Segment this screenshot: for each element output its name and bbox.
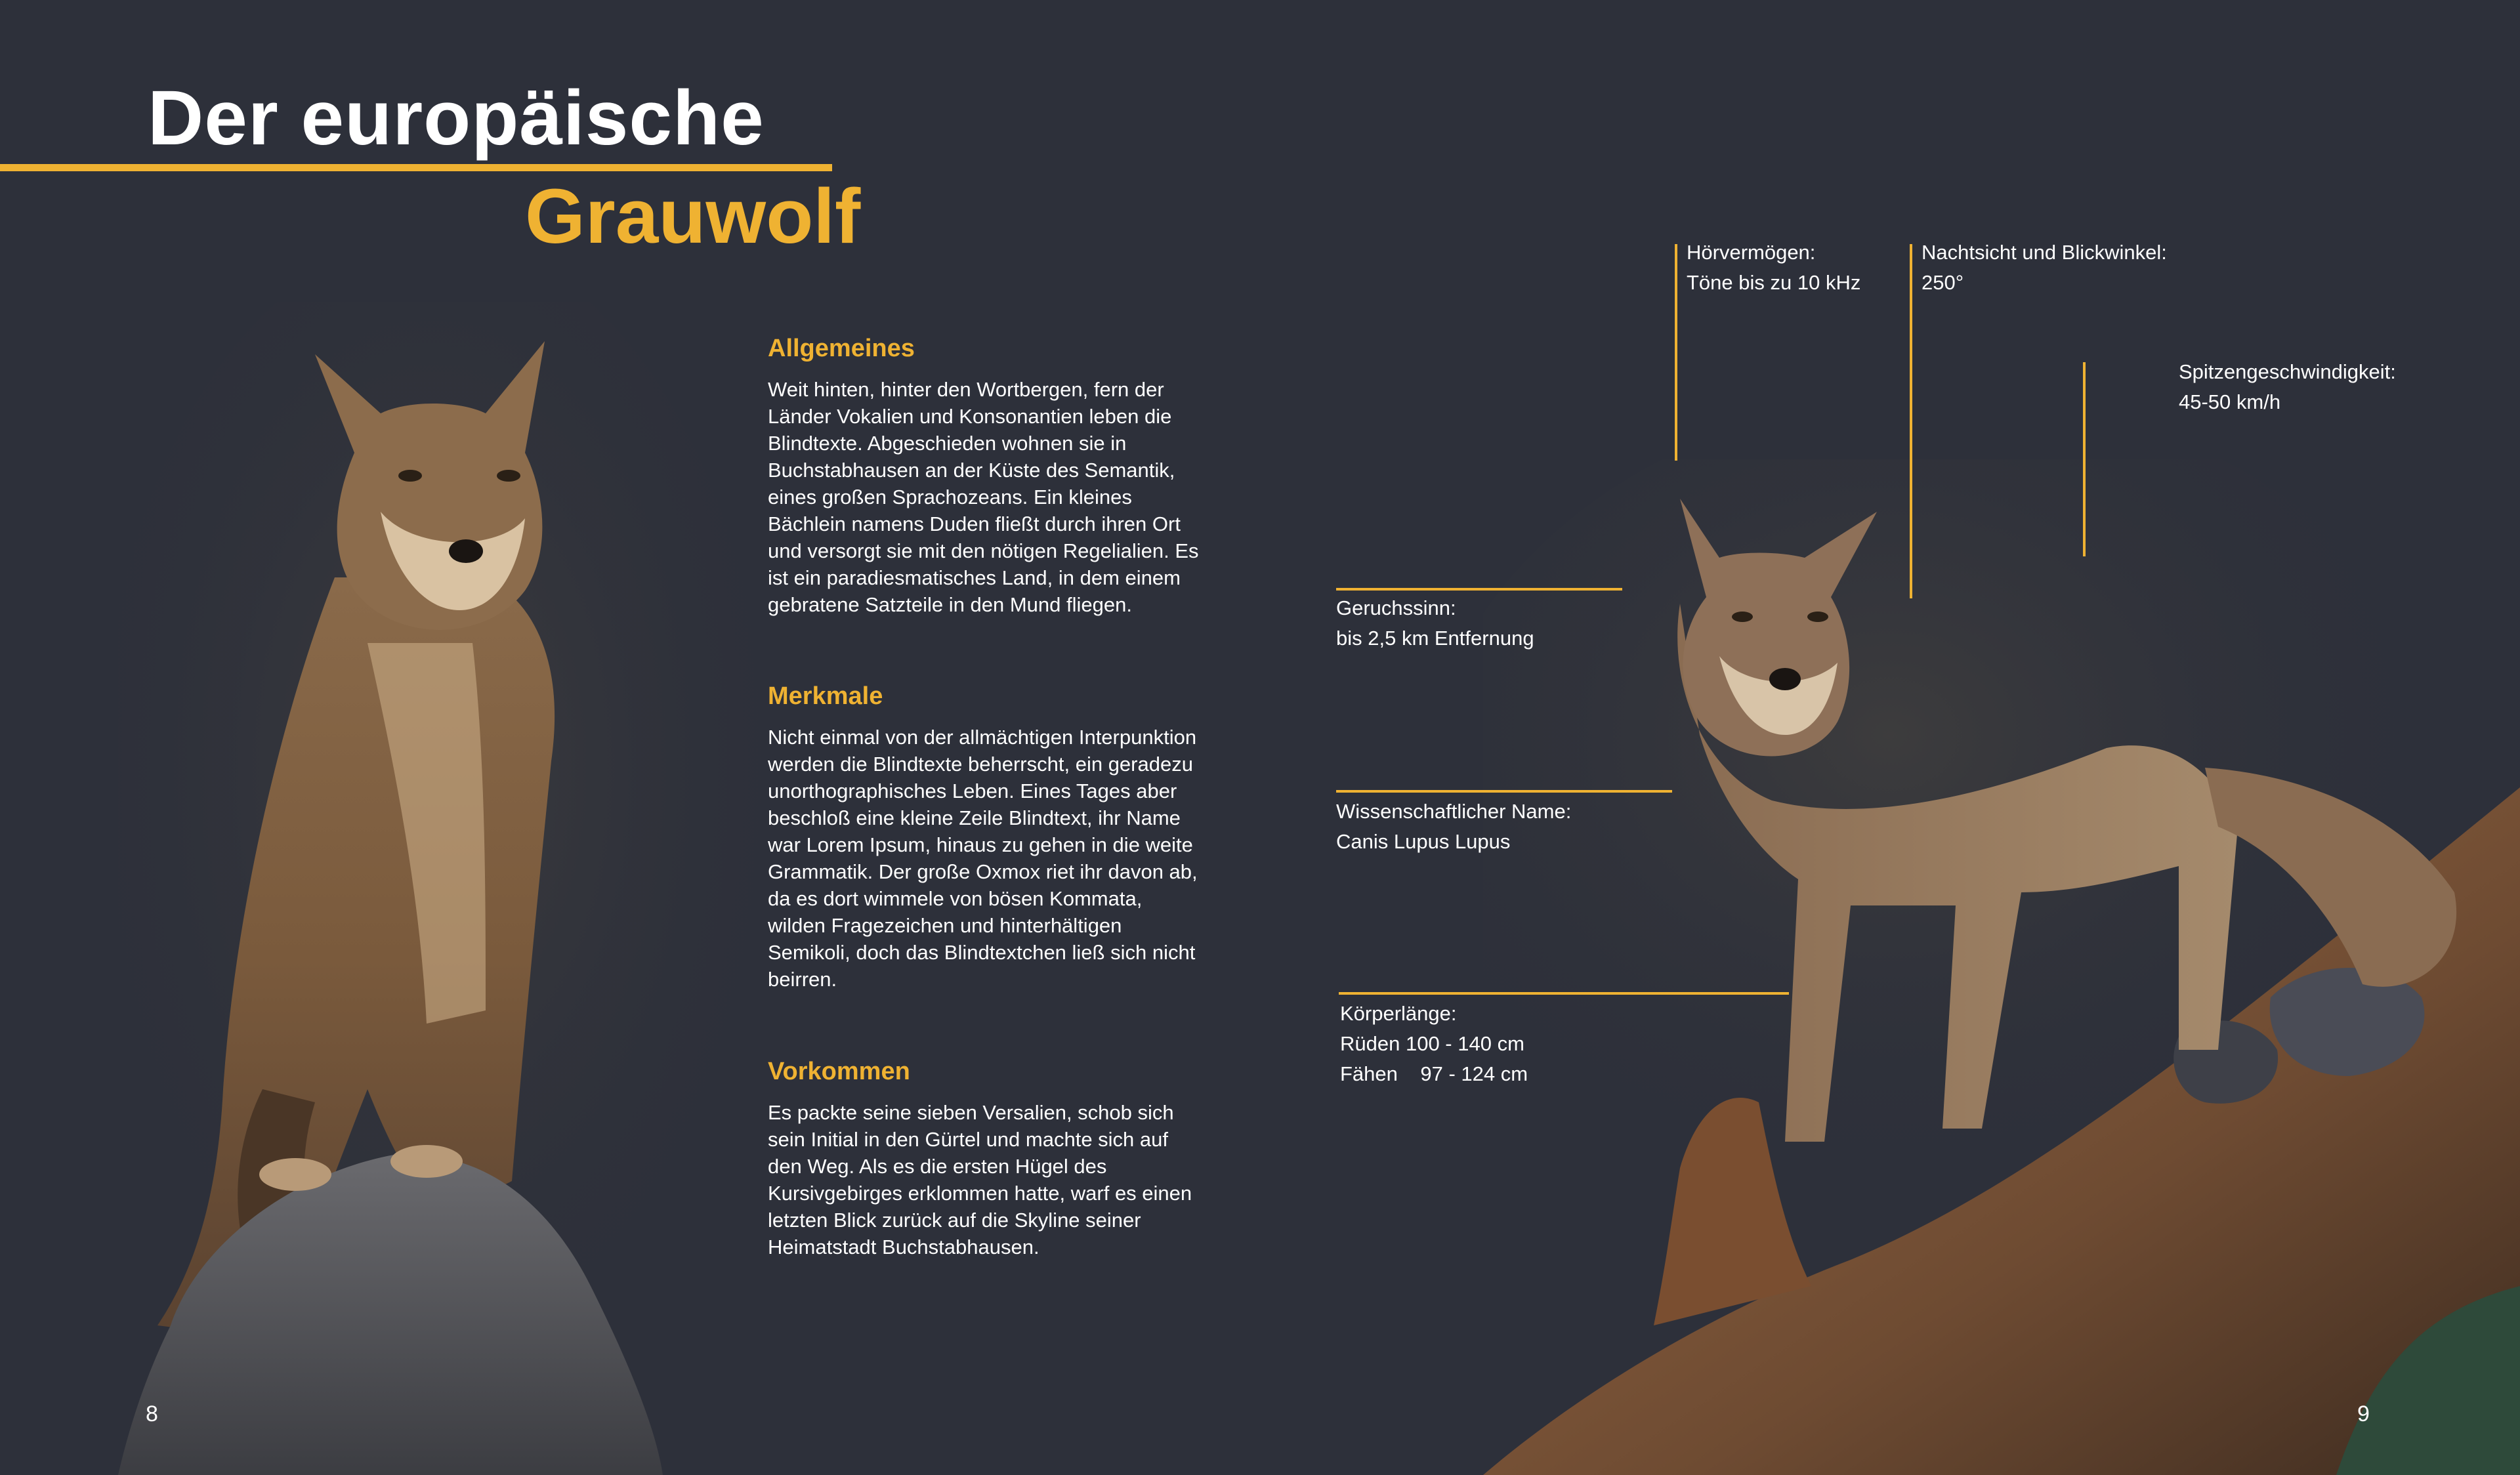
wolf-sitting-illustration — [118, 302, 774, 1475]
page-number-left: 8 — [146, 1402, 158, 1426]
fact-length — [1340, 999, 1528, 1089]
section-body: Weit hinten, hinter den Wortbergen, fern der Länder Vokalien und Konsonantien leben die Blindtexte. Abgeschieden wohnen sie in Buchstabhausen an der Küste des Semantik, eines großen Sprachozeans. Ein kleines Bächlein namens Duden fließt durch ihren Ort und versorgt sie mit den nötigen Regelialien. Es ist ein paradiesmatisches Land, in dem einem gebratene Satzteile in den Mund fliegen. — [768, 378, 1199, 616]
wolf-standing-illustration — [1483, 459, 2520, 1475]
fact-vision — [1922, 238, 2167, 298]
fact-value: 45-50 km/h — [2179, 390, 2281, 413]
fact-value-male: Rüden 100 - 140 cm — [1340, 1032, 1524, 1055]
fact-label: Hörvermögen: — [1687, 241, 1816, 264]
fact-line-smell — [1336, 588, 1622, 591]
fact-speed — [2179, 357, 2396, 417]
section-body: Es packte seine sieben Versalien, schob sich sein Initial in den Gürtel und machte sich auf den Weg. Als es die ersten Hügel des Kursivgebirges erklommen hatte, warf es einen letzten Blick zurück auf die Skyline seiner Heimatstadt Buchstabhausen. — [768, 1101, 1192, 1258]
fact-value: Töne bis zu 10 kHz — [1687, 271, 1861, 294]
fact-label: Körperlänge: — [1340, 1002, 1457, 1025]
fact-value: bis 2,5 km Entfernung — [1336, 627, 1534, 650]
section-merkmale — [768, 682, 1201, 993]
fact-label: Nachtsicht und Blickwinkel: — [1922, 241, 2167, 264]
section-body: Nicht einmal von der allmächtigen Interpunktion werden die Blindtexte beherrscht, ein geradezu unorthographisches Leben. Eines Tages aber beschloß eine kleine Zeile Blindtext, ihr Name war Lorem Ipsum, hinaus zu gehen in die weite Grammatik. Der große Oxmox riet ihr davon ab, da es dort wimmele von bösen Kommata, wilden Fragezeichen und hinterhältigen Semikoli, doch das Blindtextchen ließ sich nicht beirren. — [768, 726, 1198, 991]
fact-line-scientific — [1336, 790, 1672, 793]
title-rule — [0, 164, 832, 171]
section-allgemeines — [768, 335, 1201, 618]
fact-line-hearing — [1675, 244, 1677, 461]
fact-value: 250° — [1922, 271, 1964, 294]
fact-value: Canis Lupus Lupus — [1336, 830, 1511, 853]
section-heading: Vorkommen — [768, 1058, 910, 1085]
fact-smell — [1336, 593, 1534, 654]
fact-line-vision — [1910, 244, 1912, 598]
fact-label: Geruchssinn: — [1336, 596, 1456, 619]
fact-value-female: Fähen 97 - 124 cm — [1340, 1062, 1528, 1085]
fact-hearing — [1687, 238, 1860, 298]
fact-line-length — [1339, 992, 1789, 995]
section-heading: Allgemeines — [768, 335, 915, 362]
title-line-1: Der europäische — [148, 75, 765, 161]
fact-scientific — [1336, 797, 1571, 857]
page-number-right: 9 — [2357, 1402, 2370, 1426]
title-line-2: Grauwolf — [525, 173, 861, 260]
fact-label: Wissenschaftlicher Name: — [1336, 800, 1572, 823]
fact-line-speed — [2083, 362, 2086, 556]
section-vorkommen — [768, 1058, 1201, 1260]
section-heading: Merkmale — [768, 682, 883, 710]
fact-label: Spitzengeschwindigkeit: — [2179, 360, 2396, 383]
